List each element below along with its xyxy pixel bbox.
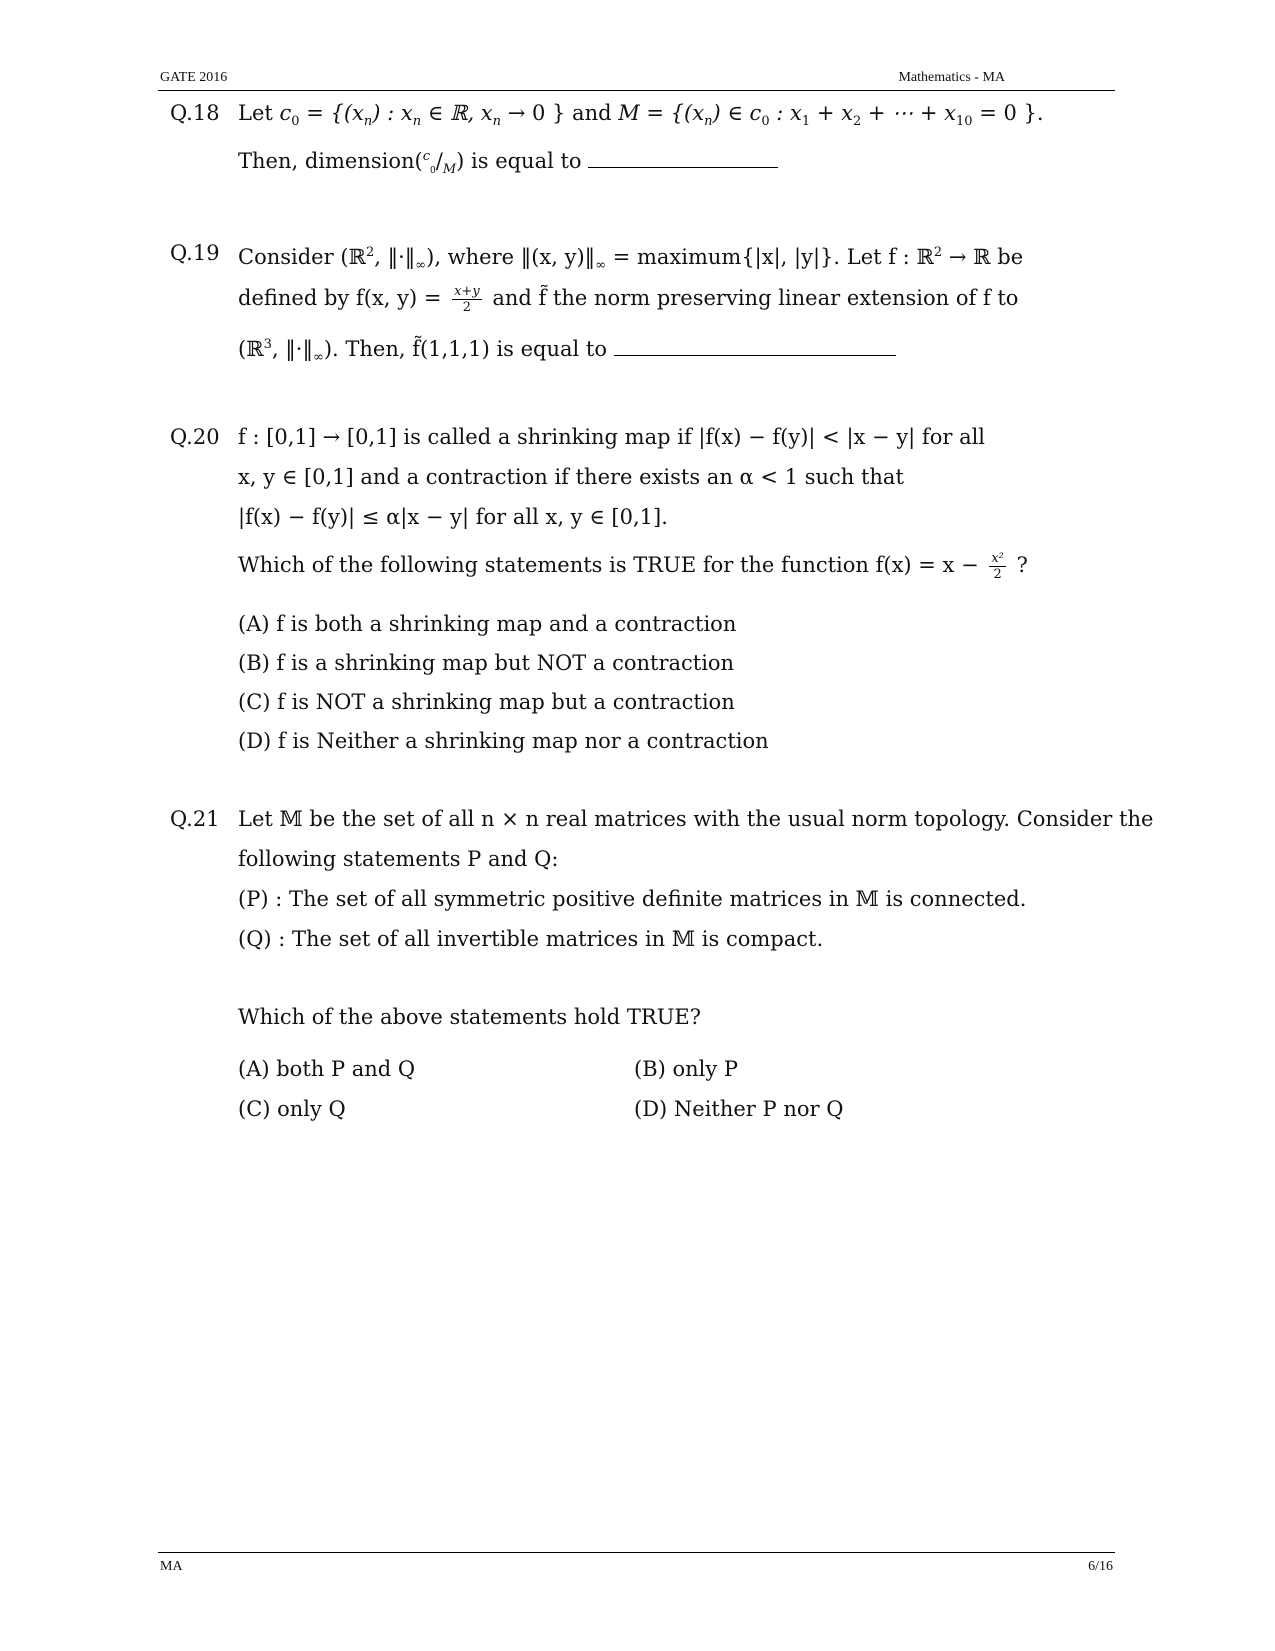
q20-line-2: x, y ∈ [0,1] and a contraction if there exists an α < 1 such that: [238, 465, 904, 489]
question-body: [238, 93, 1110, 177]
answer-blank[interactable]: [614, 333, 896, 356]
q20-line-1: f : [0,1] → [0,1] is called a shrinking map if |f(x) − f(y)| < |x − y| for all: [238, 425, 986, 449]
q19-line-1: Consider (ℝ$^2$, $‖\cdot‖_\infty$), where ‖(x, $y)‖_\infty$ = maximum{|x|, |y|}. Let f : ℝ$^2$ → ℝ be: [238, 245, 1024, 274]
exam-title: GATE 2016: [160, 70, 228, 85]
option-d[interactable]: (D) f is Neither a shrinking map nor a contraction: [238, 729, 769, 753]
option-b[interactable]: (B) only P: [634, 1057, 739, 1081]
question-number: Q.21: [170, 807, 220, 831]
page-number: 6/16: [1088, 1559, 1113, 1574]
option-d[interactable]: (D) Neither P nor Q: [634, 1097, 844, 1121]
option-c[interactable]: (C) f is NOT a shrinking map but a contraction: [238, 690, 735, 714]
answer-blank[interactable]: [588, 145, 778, 168]
question-number: Q.20: [170, 425, 220, 449]
q18-line-1: Let $c_0 = \{(x_n)$ : $x_n$ ∈ ℝ, $x_n \to 0$ } and $M = \{(x_n)$ ∈ $c_0$ : $x_1 + x_2$ + ⋯ + $x_{10} = 0$ }.: [238, 101, 1044, 130]
q21-statement-q: (Q) : The set of all invertible matrices in 𝕄 is compact.: [238, 927, 824, 951]
question-body: [238, 799, 1154, 1129]
fraction: $\frac{\text{x²}}{2}$: [991, 551, 1004, 582]
subject-title: Mathematics - MA: [898, 70, 1005, 85]
option-a[interactable]: (A) both P and Q: [238, 1057, 416, 1081]
option-b[interactable]: (B) f is a shrinking map but NOT a contraction: [238, 651, 735, 675]
q19-line-2: defined by f(x, y) = $\frac{x+y}{2}$ and f̃ the norm preserving linear extension of f to: [238, 284, 1019, 315]
q21-options: [238, 1049, 1110, 1129]
footer-code: MA: [160, 1559, 183, 1574]
q21-prompt: Which of the above statements hold TRUE?: [238, 1005, 701, 1029]
q18-line-2: Then, $dimension(^c_0/_M)$ is equal to: [238, 137, 1110, 177]
page-header: [158, 70, 1115, 91]
fraction: $\frac{x+y}{2}$: [454, 284, 480, 315]
q21-statement-p: (P) : The set of all symmetric positive definite matrices in 𝕄 is connected.: [238, 887, 1027, 911]
question-body: [238, 233, 1110, 365]
option-a[interactable]: (A) f is both a shrinking map and a contraction: [238, 612, 737, 636]
q21-line-2: following statements P and Q:: [238, 847, 559, 871]
q20-line-3: |f(x) − f(y)| ≤ α|x − y| for all x, y ∈ [0,1].: [238, 505, 668, 529]
question-number: Q.18: [170, 101, 220, 125]
q21-line-1: Let 𝕄 be the set of all n × n real matrices with the usual norm topology. Consider the: [238, 807, 1154, 831]
question-number: Q.19: [170, 241, 220, 265]
option-c[interactable]: (C) only Q: [238, 1097, 346, 1121]
question-body: [238, 417, 1110, 760]
q20-options: [238, 604, 1110, 760]
page-footer: [158, 1552, 1115, 1573]
q20-line-4: Which of the following statements is TRUE for the function f(x) = x − $\frac{\text{x²}}{2}$ ?: [238, 551, 1028, 582]
q19-line-3: (ℝ$^3$, $‖\cdot‖_\infty$). Then, f̃(1,1,1) is equal to: [238, 325, 1110, 365]
